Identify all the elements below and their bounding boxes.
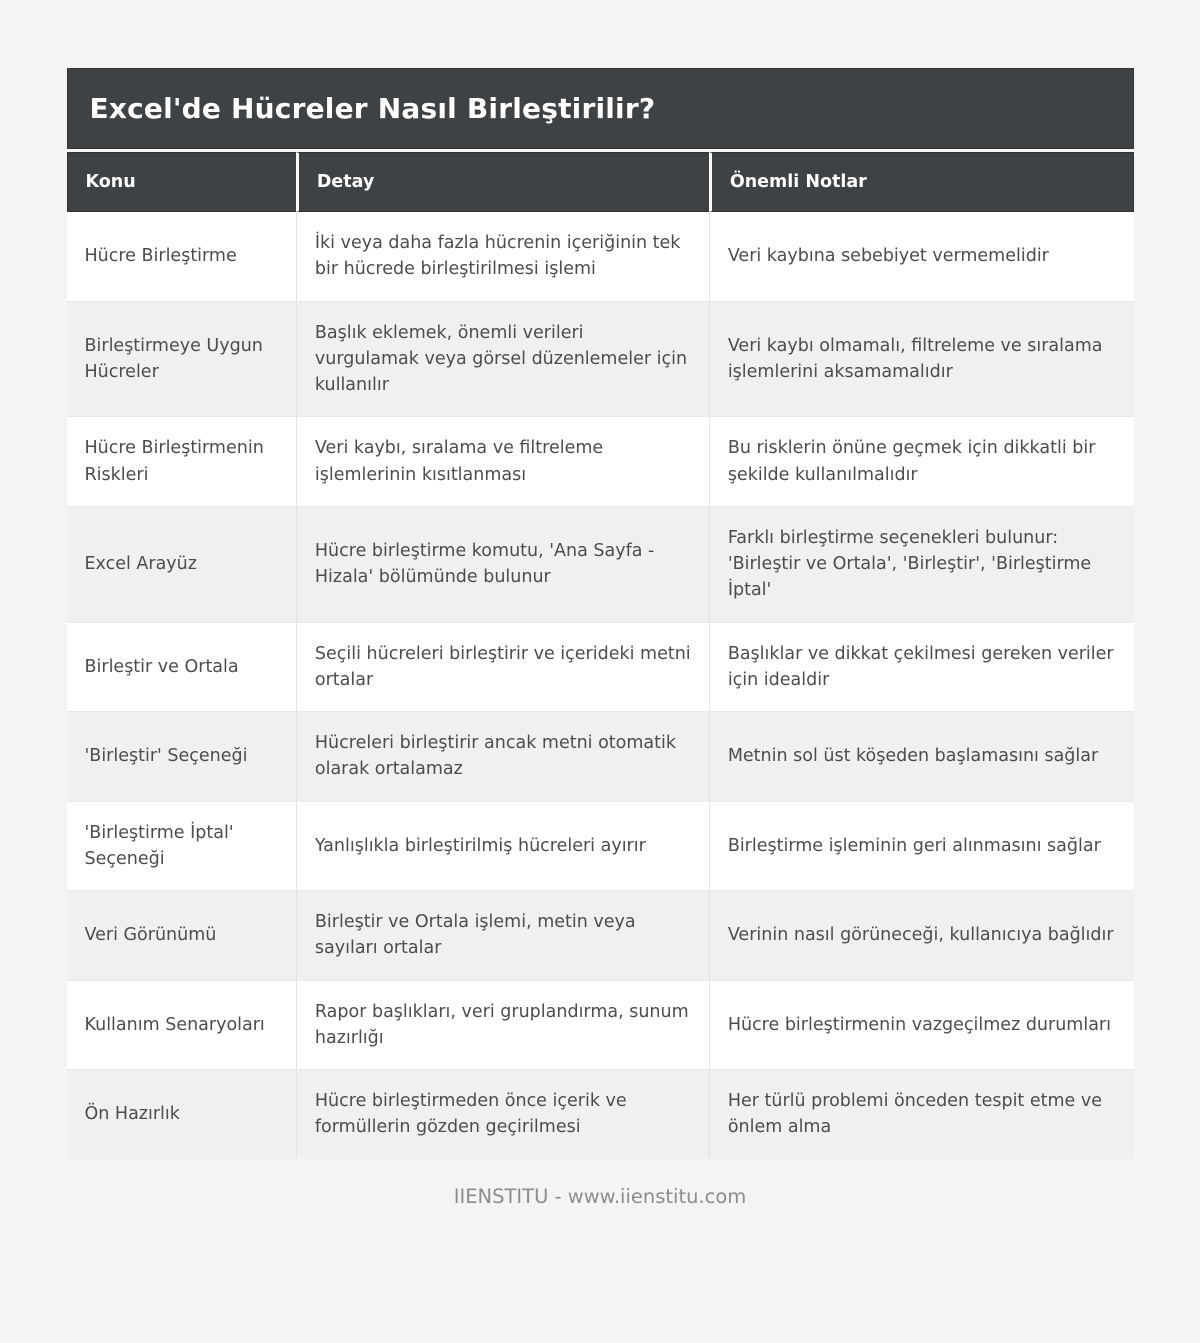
cell-notlar: Hücre birleştirmenin vazgeçilmez durumları [709, 980, 1134, 1070]
cell-konu: Hücre Birleştirme [67, 212, 296, 301]
cell-notlar: Başlıklar ve dikkat çekilmesi gereken veriler için idealdir [709, 622, 1134, 712]
cell-konu: Birleştir ve Ortala [67, 622, 296, 712]
footer [0, 1185, 1200, 1248]
table-row [67, 1069, 1134, 1159]
cell-detay: Rapor başlıkları, veri gruplandırma, sunum hazırlığı [296, 980, 709, 1070]
table-row [67, 801, 1134, 891]
cell-detay: Seçili hücreleri birleştirir ve içerideki metni ortalar [296, 622, 709, 712]
table-row [67, 711, 1134, 801]
table-body [67, 212, 1134, 1159]
cell-notlar: Birleştirme işleminin geri alınmasını sağlar [709, 801, 1134, 891]
cell-detay: Hücre birleştirmeden önce içerik ve formüllerin gözden geçirilmesi [296, 1069, 709, 1159]
cell-notlar: Farklı birleştirme seçenekleri bulunur: 'Birleştir ve Ortala', 'Birleştir', 'Birleştirme İptal' [709, 506, 1134, 622]
cell-notlar: Her türlü problemi önceden tespit etme ve önlem alma [709, 1069, 1134, 1159]
cell-notlar: Veri kaybına sebebiyet vermemelidir [709, 212, 1134, 301]
table-row [67, 890, 1134, 980]
cell-konu: 'Birleştirme İptal' Seçeneği [67, 801, 296, 891]
cell-detay: Hücre birleştirme komutu, 'Ana Sayfa - Hizala' bölümünde bulunur [296, 506, 709, 622]
table-row [67, 416, 1134, 506]
table-row [67, 980, 1134, 1070]
cell-notlar: Bu risklerin önüne geçmek için dikkatli bir şekilde kullanılmalıdır [709, 416, 1134, 506]
table-row [67, 301, 1134, 417]
footer-text: IIENSTITU - www.iienstitu.com [453, 1184, 747, 1208]
cell-konu: Veri Görünümü [67, 890, 296, 980]
table-header [67, 152, 1134, 212]
page-title: Excel'de Hücreler Nasıl Birleştirilir? [67, 68, 1134, 149]
column-header-detay: Detay [296, 152, 709, 212]
merge-cells-table [67, 152, 1134, 1159]
cell-konu: Kullanım Senaryoları [67, 980, 296, 1070]
table-row [67, 212, 1134, 301]
cell-konu: Birleştirmeye Uygun Hücreler [67, 301, 296, 417]
column-header-konu: Konu [67, 152, 296, 212]
cell-notlar: Veri kaybı olmamalı, filtreleme ve sıralama işlemlerini aksamamalıdır [709, 301, 1134, 417]
cell-konu: 'Birleştir' Seçeneği [67, 711, 296, 801]
table-row [67, 506, 1134, 622]
cell-detay: Birleştir ve Ortala işlemi, metin veya sayıları ortalar [296, 890, 709, 980]
cell-konu: Hücre Birleştirmenin Riskleri [67, 416, 296, 506]
content-sheet [67, 68, 1134, 1159]
cell-konu: Excel Arayüz [67, 506, 296, 622]
cell-notlar: Metnin sol üst köşeden başlamasını sağlar [709, 711, 1134, 801]
table-row [67, 622, 1134, 712]
cell-detay: Yanlışlıkla birleştirilmiş hücreleri ayırır [296, 801, 709, 891]
cell-detay: Başlık eklemek, önemli verileri vurgulamak veya görsel düzenlemeler için kullanılır [296, 301, 709, 417]
cell-detay: İki veya daha fazla hücrenin içeriğinin tek bir hücrede birleştirilmesi işlemi [296, 212, 709, 301]
cell-detay: Hücreleri birleştirir ancak metni otomatik olarak ortalamaz [296, 711, 709, 801]
column-header-onemli-notlar: Önemli Notlar [709, 152, 1134, 212]
cell-detay: Veri kaybı, sıralama ve filtreleme işlemlerinin kısıtlanması [296, 416, 709, 506]
cell-konu: Ön Hazırlık [67, 1069, 296, 1159]
cell-notlar: Verinin nasıl görüneceği, kullanıcıya bağlıdır [709, 890, 1134, 980]
